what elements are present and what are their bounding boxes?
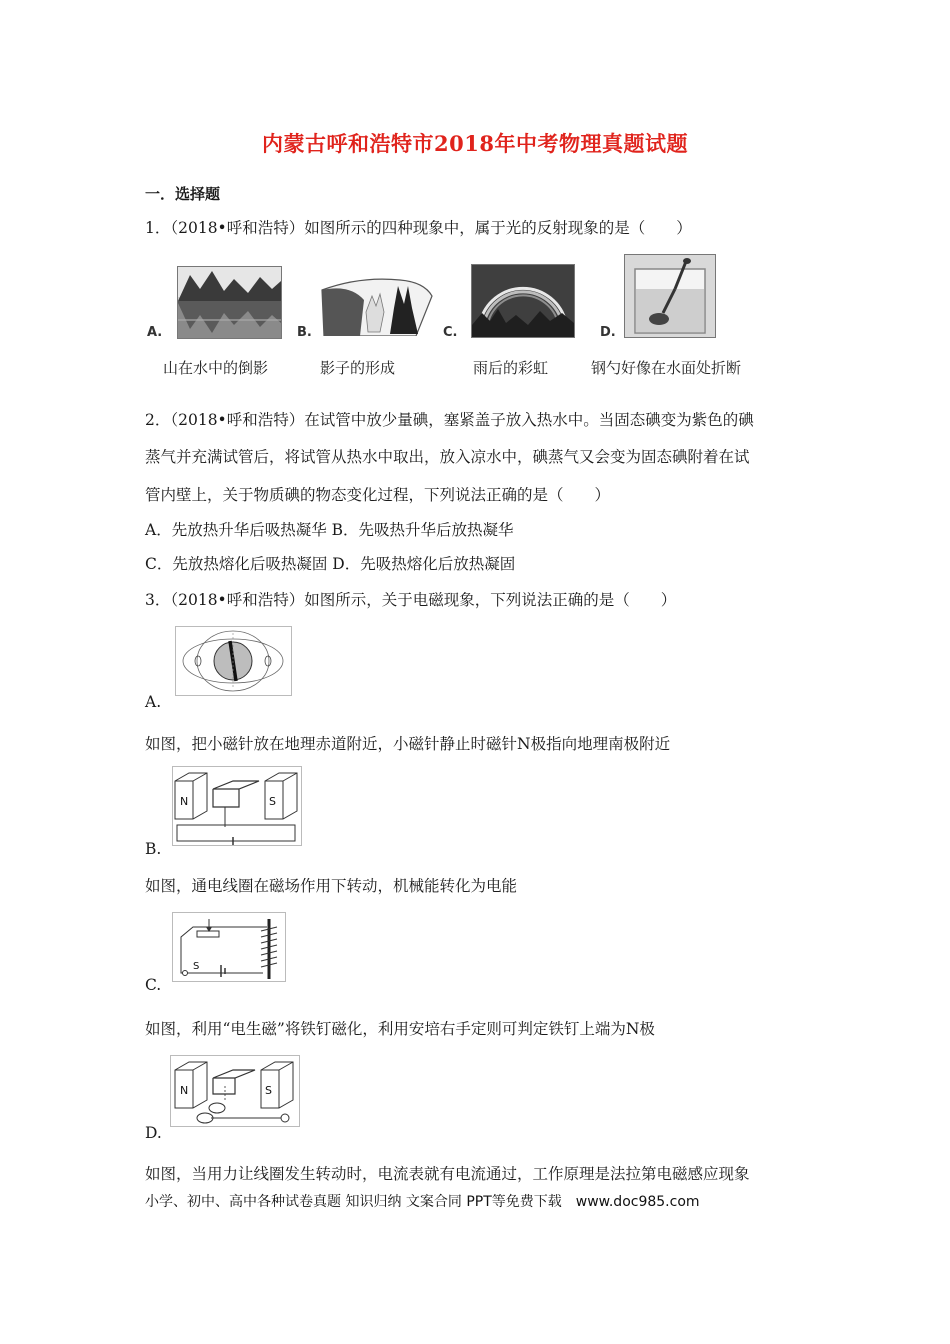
- question-2-options-line-1: A．先放热升华后吸热凝华 B．先吸热升华后放热凝华: [145, 521, 514, 539]
- q3-option-b-label: B.: [145, 840, 162, 858]
- q3-option-c-text: 如图，利用“电生磁”将铁钉磁化，利用安培右手定则可判定铁钉上端为N极: [145, 1020, 655, 1038]
- earth-magnetic-field-figure: [175, 626, 292, 696]
- q1-option-b-label: B.: [297, 325, 312, 340]
- motor-coil-figure: [172, 766, 302, 846]
- question-2-options-line-2: C．先放热熔化后吸热凝固 D．先吸热熔化后放热凝固: [145, 555, 516, 573]
- q1-option-a-label: A.: [147, 325, 163, 340]
- q3-option-d-label: D.: [145, 1124, 162, 1142]
- section-heading: 一．选择题: [145, 185, 221, 203]
- question-2-stem-line-3: 管内壁上，关于物质碘的物态变化过程，下列说法正确的是（ ）: [145, 486, 611, 504]
- q1-option-c-label: C.: [443, 325, 458, 340]
- q1-option-a-caption: 山在水中的倒影: [163, 359, 269, 377]
- generator-coil-figure: [170, 1055, 300, 1127]
- q3-option-a-text: 如图，把小磁针放在地理赤道附近，小磁针静止时磁针N极指向地理南极附近: [145, 735, 671, 753]
- electromagnet-nail-figure: [172, 912, 286, 982]
- question-1-stem: 1．（2018•呼和浩特）如图所示的四种现象中，属于光的反射现象的是（ ）: [145, 219, 692, 237]
- question-3-stem: 3．（2018•呼和浩特）如图所示，关于电磁现象，下列说法正确的是（ ）: [145, 591, 677, 609]
- q1-option-d-label: D.: [600, 325, 616, 340]
- q3-option-a-label: A.: [145, 693, 162, 711]
- q1-option-d-caption: 钢勺好像在水面处折断: [591, 359, 742, 377]
- rainbow-photo: [471, 264, 575, 338]
- footer-ad[interactable]: 小学、初中、高中各种试卷真题 知识归纳 文案合同 PPT等免费下载 www.doc985.com: [145, 1194, 700, 1210]
- mountain-reflection-photo: [177, 266, 282, 339]
- hand-shadow-photo: [320, 272, 434, 336]
- q1-option-c-caption: 雨后的彩虹: [473, 359, 549, 377]
- spoon-in-water-photo: [624, 254, 716, 338]
- question-2-stem-line-2: 蒸气并充满试管后，将试管从热水中取出，放入凉水中，碘蒸气又会变为固态碘附着在试: [145, 448, 750, 466]
- q3-option-d-text: 如图，当用力让线圈发生转动时，电流表就有电流通过，工作原理是法拉第电磁感应现象: [145, 1165, 750, 1183]
- q3-option-c-label: C.: [145, 976, 162, 994]
- svg-text:S: S: [193, 961, 200, 972]
- q3-option-b-text: 如图，通电线圈在磁场作用下转动，机械能转化为电能: [145, 877, 518, 895]
- q1-option-b-caption: 影子的形成: [320, 359, 396, 377]
- page-title: 内蒙古呼和浩特市2018年中考物理真题试题: [262, 131, 688, 156]
- n-pole-letter: N: [180, 1084, 189, 1097]
- s-pole-letter: S: [269, 795, 276, 808]
- n-pole-letter: N: [180, 795, 189, 808]
- s-pole-letter: S: [265, 1084, 272, 1097]
- question-2-stem-line-1: 2．（2018•呼和浩特）在试管中放少量碘，塞紧盖子放入热水中。当固态碘变为紫色的碘: [145, 411, 754, 429]
